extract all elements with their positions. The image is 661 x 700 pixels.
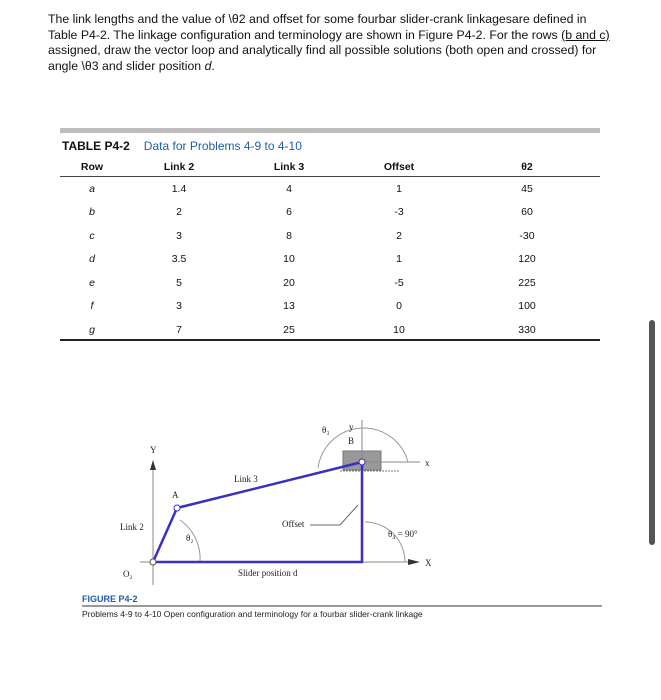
problem-text-2: assigned, draw the vector loop and analytically find all possible solutions (both open and crossed) for angle \θ3 and slider position (48, 43, 597, 73)
y-axis-arrow (150, 460, 156, 470)
label-theta3: θ₃ (322, 425, 330, 435)
table-cell: b (89, 206, 95, 219)
table-cell: 120 (518, 253, 536, 266)
problem-text: The link lengths and the value of \θ2 and offset for some fourbar slider-crank linkagesare defined in Table P4-2. The linkage configuration and terminology are shown in Figure P4-2. For the rows (48, 12, 587, 42)
table-cell: f (90, 300, 94, 313)
column-header: Link 3 (234, 158, 344, 177)
table-cell: -5 (394, 276, 404, 289)
table-cell: 25 (283, 323, 295, 336)
table-cell: 60 (521, 206, 533, 219)
table-cell: c (89, 229, 95, 242)
label-offset: Offset (282, 519, 305, 529)
table-cell: e (89, 276, 95, 289)
column-header: Link 2 (124, 158, 234, 177)
table-cell: a (89, 182, 95, 195)
label-o2: O₂ (123, 569, 133, 579)
table-cell: 3 (176, 300, 182, 313)
table-cell: -30 (519, 229, 535, 242)
table-cell: 1.4 (171, 182, 187, 195)
table-cell: 1 (396, 253, 402, 266)
x-axis-arrow (408, 559, 420, 565)
table-label: TABLE P4-2 (62, 139, 130, 153)
label-slider-position: Slider position d (238, 568, 298, 578)
label-theta4: θ₄ = 90° (388, 529, 418, 539)
table-cell: 45 (521, 182, 533, 195)
table-cell: 3.5 (171, 253, 187, 266)
theta4-arc (365, 522, 405, 562)
table-cell: 2 (176, 206, 182, 219)
column-header: Offset (344, 158, 454, 177)
table-cell: 5 (176, 276, 182, 289)
figure-caption: Problems 4-9 to 4-10 Open configuration and terminology for a fourbar slider-crank linkage (82, 609, 423, 619)
table-cell: 6 (286, 206, 292, 219)
table-cell: 13 (283, 300, 295, 313)
scrollbar[interactable] (649, 320, 655, 545)
table-cell: 10 (283, 253, 295, 266)
table-cell: 10 (393, 323, 405, 336)
label-X: X (425, 558, 432, 568)
figure-rule (82, 605, 602, 607)
figure-title: FIGURE P4-2 (82, 594, 138, 604)
table-subtitle: Data for Problems 4-9 to 4-10 (143, 139, 302, 153)
problem-text-3: . (211, 58, 215, 73)
var-d: d (204, 58, 212, 73)
table-cell: 100 (518, 300, 536, 313)
joint-b (359, 459, 365, 465)
joint-a (174, 505, 180, 511)
pivot-o2 (150, 559, 156, 565)
table-cell: g (89, 323, 95, 336)
table-cell: 225 (518, 276, 536, 289)
column-header: Row (60, 158, 124, 177)
table-cell: 8 (286, 229, 292, 242)
table-cell: 4 (286, 182, 292, 195)
label-Y: Y (150, 445, 157, 455)
label-link2: Link 2 (120, 522, 144, 532)
column-header: θ2 (454, 158, 600, 177)
table-cell: -3 (394, 206, 404, 219)
label-theta2: θ₂ (186, 533, 194, 543)
table-cell: 20 (283, 276, 295, 289)
label-x: x (425, 458, 430, 468)
label-y: y (349, 422, 354, 432)
table-cell: 3 (176, 229, 182, 242)
label-A: A (172, 490, 179, 500)
label-link3: Link 3 (234, 474, 258, 484)
table-cell: d (89, 253, 95, 266)
label-B: B (348, 436, 355, 446)
table-cell: 0 (396, 300, 402, 313)
table-cell: 330 (518, 323, 536, 336)
table-cell: 7 (176, 323, 182, 336)
table-cell: 2 (396, 229, 402, 242)
table-cell: 1 (396, 182, 402, 195)
assigned-rows: (b and c) (561, 27, 610, 42)
